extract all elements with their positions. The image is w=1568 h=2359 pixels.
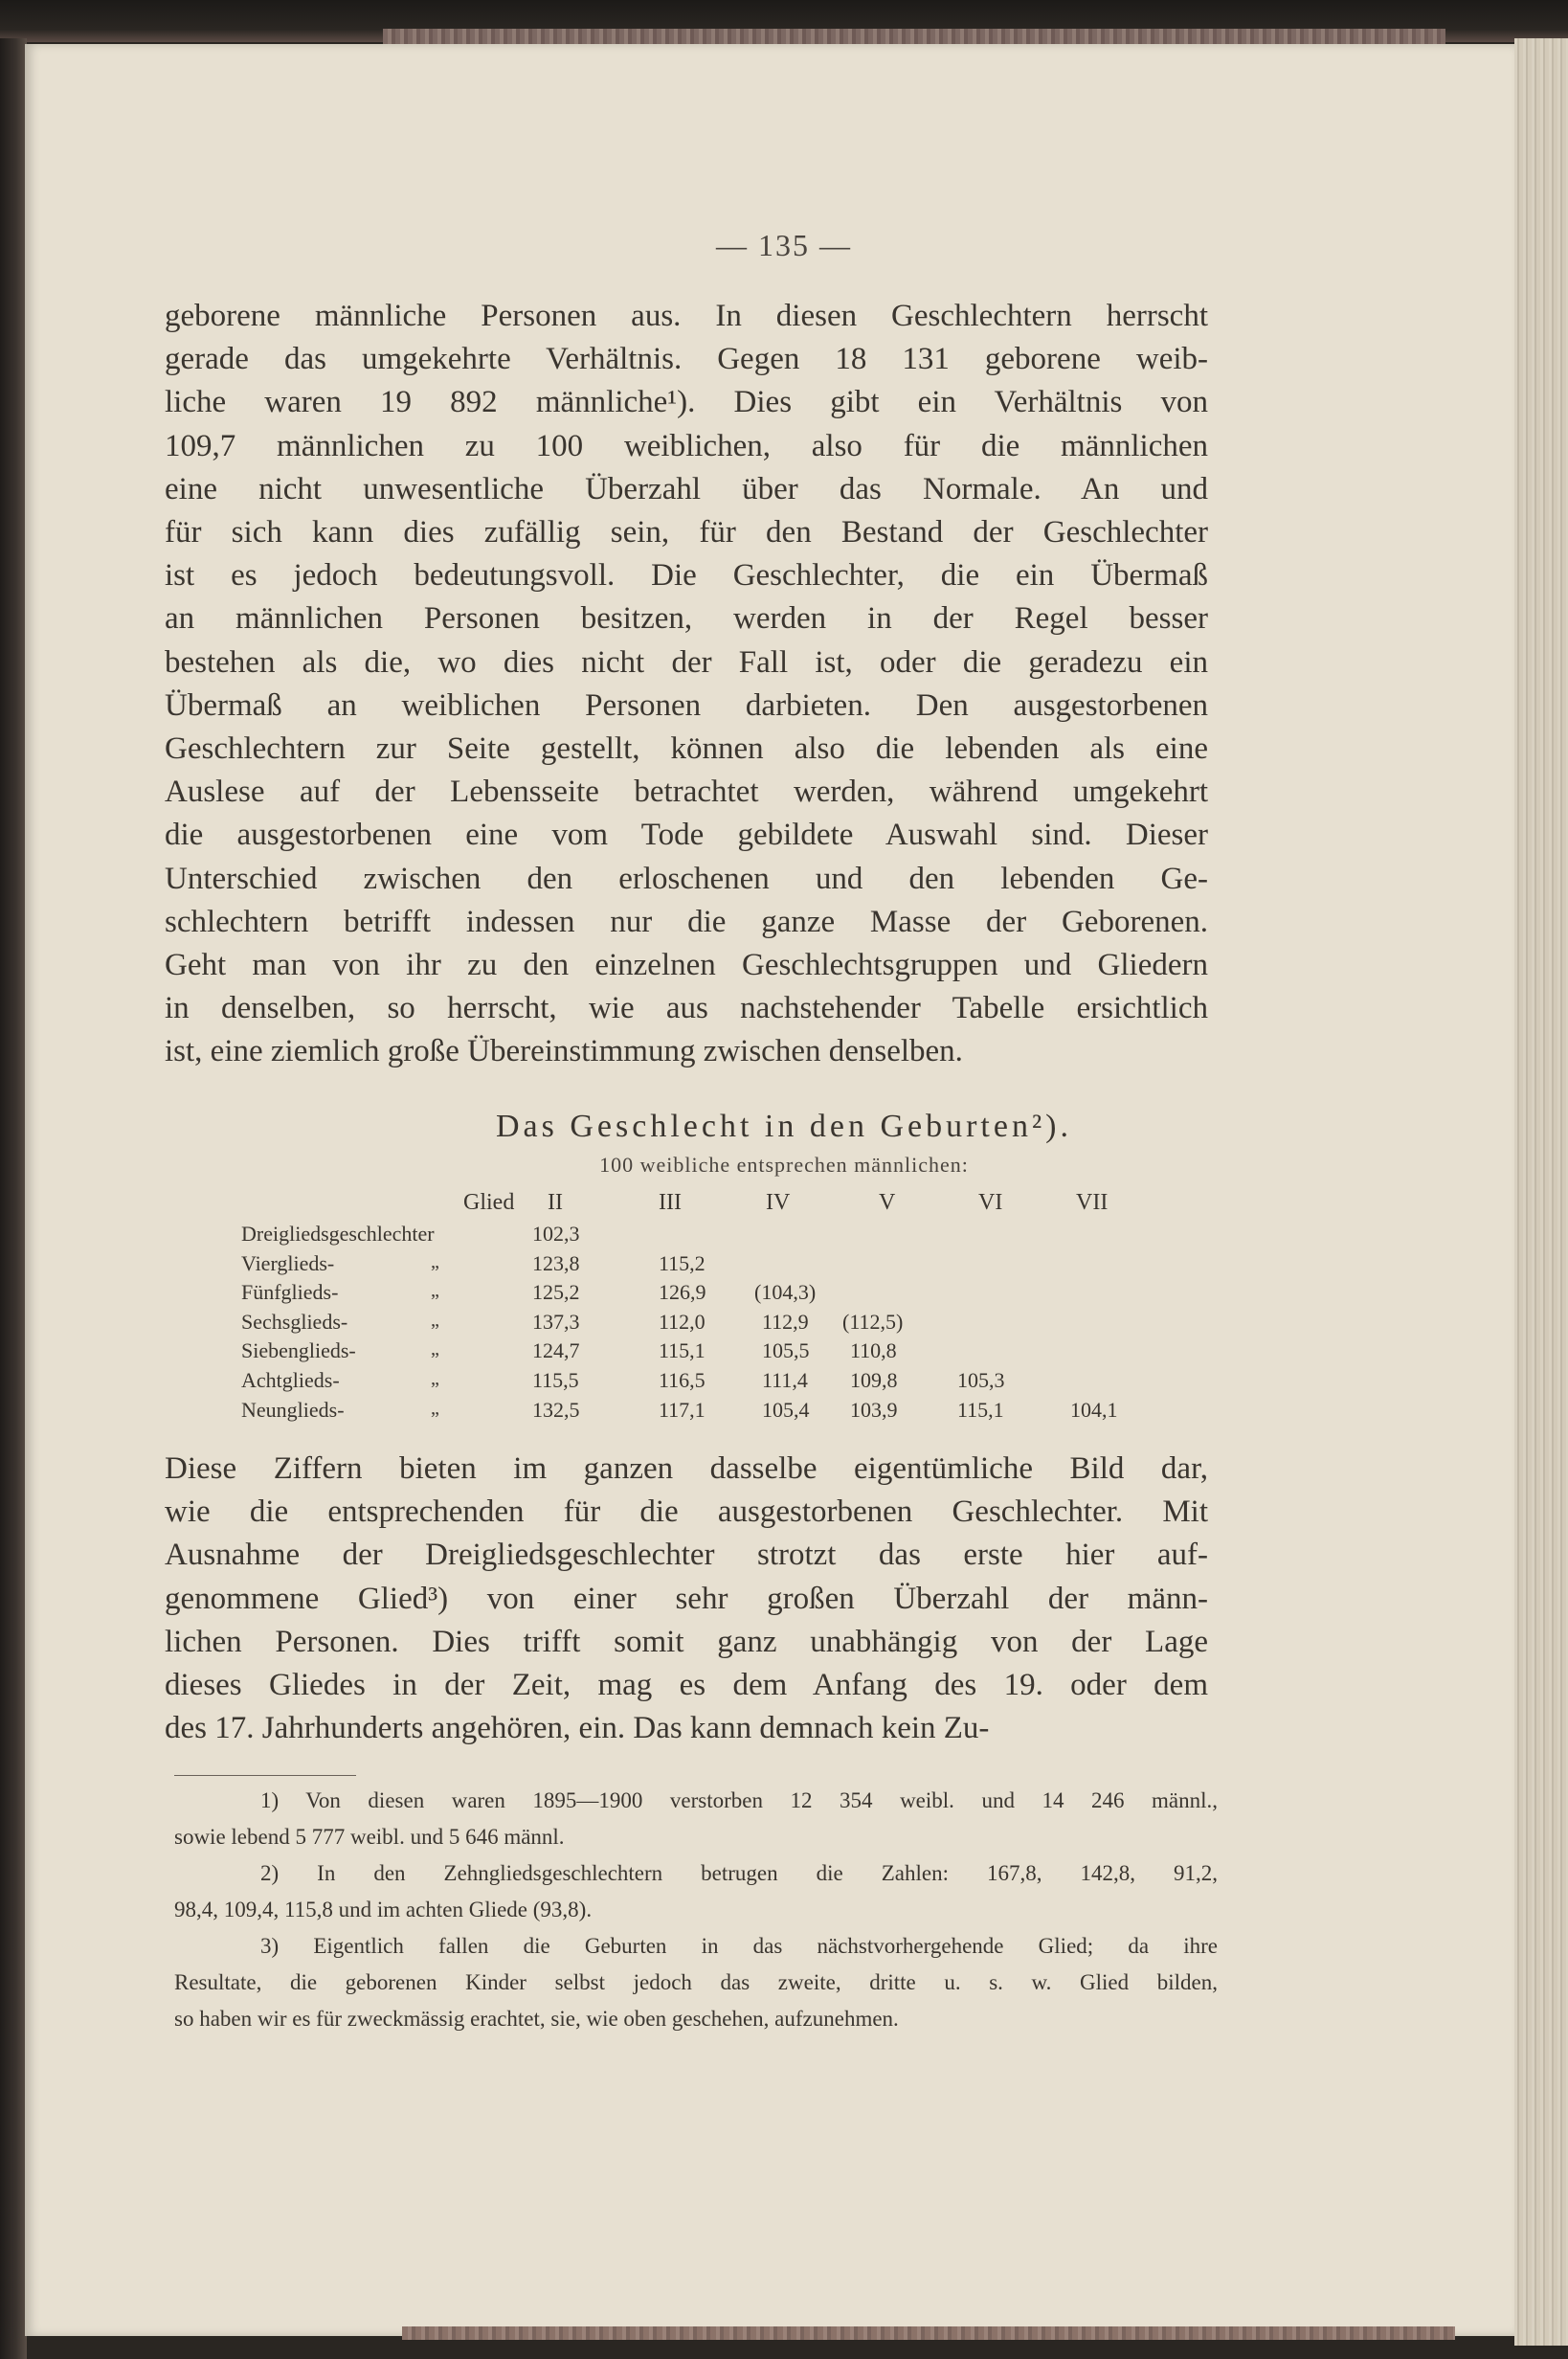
table-row-label: Achtglieds- bbox=[241, 1368, 340, 1392]
table-cell: 105,5 bbox=[762, 1338, 810, 1363]
paragraph-1 bbox=[165, 295, 1208, 1074]
text-line: Geschlechtern zur Seite gestellt, können also die lebenden als eine bbox=[165, 731, 1208, 767]
footnote-line: sowie lebend 5 777 weibl. und 5 646 männl. bbox=[174, 1825, 565, 1849]
text-line: Übermaß an weiblichen Personen darbieten. Den ausgestorbenen bbox=[165, 687, 1208, 723]
table-cell: 132,5 bbox=[532, 1397, 580, 1422]
table-cell: 137,3 bbox=[532, 1309, 580, 1334]
table-cell: (104,3) bbox=[754, 1280, 817, 1305]
table-cell: 105,4 bbox=[762, 1397, 810, 1422]
text-line: schlechtern betrifft indessen nur die ganze Masse der Geborenen. bbox=[165, 904, 1208, 939]
text-line: an männlichen Personen besitzen, werden in der Regel besser bbox=[165, 601, 1208, 637]
table-ditto-mark: „ bbox=[431, 1338, 439, 1360]
footnote-line: 1) Von diesen waren 1895—1900 verstorben 12 354 weibl. und 14 246 männl., bbox=[260, 1788, 1218, 1812]
table-title: Das Geschlecht in den Geburten²). bbox=[496, 1109, 1072, 1144]
table-cell: 117,1 bbox=[659, 1397, 706, 1422]
footnotes bbox=[174, 1783, 1218, 2037]
table-cell: 125,2 bbox=[532, 1280, 580, 1305]
text-line: des 17. Jahrhunderts angehören, ein. Das kann demnach kein Zu- bbox=[165, 1711, 990, 1746]
table-cell: 112,9 bbox=[762, 1309, 809, 1334]
table-ditto-mark: „ bbox=[431, 1368, 439, 1389]
table-ditto-mark: „ bbox=[431, 1309, 439, 1331]
text-line: lichen Personen. Dies trifft somit ganz unabhängig von der Lage bbox=[165, 1624, 1208, 1659]
table-subtitle: 100 weibliche entsprechen männlichen: bbox=[599, 1153, 969, 1177]
footnote-line: 2) In den Zehngliedsgeschlechtern betrugen die Zahlen: 167,8, 142,8, 91,2, bbox=[260, 1861, 1218, 1885]
text-line: Geht man von ihr zu den einzelnen Geschlechtsgruppen und Gliedern bbox=[165, 948, 1208, 983]
table-ditto-mark: „ bbox=[431, 1280, 439, 1302]
table-cell: 105,3 bbox=[957, 1368, 1005, 1392]
text-line: ist es jedoch bedeutungsvoll. Die Geschlechter, die ein Übermaß bbox=[165, 558, 1208, 594]
table-cell: (112,5) bbox=[842, 1309, 904, 1334]
footnote-line: Resultate, die geborenen Kinder selbst jedoch das zweite, dritte u. s. w. Glied bilden, bbox=[174, 1970, 1218, 1994]
footnote-line: 98,4, 109,4, 115,8 und im achten Gliede (93,8). bbox=[174, 1898, 593, 1921]
table-ditto-mark: „ bbox=[431, 1250, 439, 1272]
table-header-cell: VI bbox=[978, 1190, 1003, 1215]
table-header-cell: VII bbox=[1076, 1190, 1109, 1215]
table-cell: 109,8 bbox=[850, 1368, 898, 1392]
text-line: Unterschied zwischen den erloschenen und den lebenden Ge- bbox=[165, 861, 1208, 896]
table-header-label: Glied bbox=[463, 1190, 515, 1215]
table-cell: 103,9 bbox=[850, 1397, 898, 1422]
text-line: wie die entsprechenden für die ausgestorbenen Geschlechter. Mit bbox=[165, 1494, 1208, 1530]
text-line: Ausnahme der Dreigliedsgeschlechter strotzt das erste hier auf- bbox=[165, 1538, 1208, 1573]
table-cell: 104,1 bbox=[1070, 1397, 1118, 1422]
text-line: für sich kann dies zufällig sein, für den Bestand der Geschlechter bbox=[165, 515, 1208, 550]
footnote-line: so haben wir es für zweckmässig erachtet, sie, wie oben geschehen, aufzunehmen. bbox=[174, 2007, 899, 2031]
page-number: — 135 — bbox=[716, 228, 852, 262]
text-line: genommene Glied³) von einer sehr großen Überzahl der männ- bbox=[165, 1581, 1208, 1616]
table-cell: 111,4 bbox=[762, 1368, 808, 1392]
text-line: Diese Ziffern bieten im ganzen dasselbe eigentümliche Bild dar, bbox=[165, 1451, 1208, 1486]
text-line: Auslese auf der Lebensseite betrachtet werden, während umgekehrt bbox=[165, 775, 1208, 810]
text-line: bestehen als die, wo dies nicht der Fall ist, oder die geradezu ein bbox=[165, 644, 1208, 680]
table-cell: 115,5 bbox=[532, 1368, 579, 1392]
table-row-label: Neunglieds- bbox=[241, 1397, 345, 1422]
footnote-line: 3) Eigentlich fallen die Geburten in das nächstvorhergehende Glied; da ihre bbox=[260, 1934, 1218, 1958]
table-cell: 112,0 bbox=[659, 1309, 706, 1334]
text-line: liche waren 19 892 männliche¹). Dies gibt ein Verhältnis von bbox=[165, 385, 1208, 420]
table-cell: 102,3 bbox=[532, 1222, 580, 1246]
text-line: in denselben, so herrscht, wie aus nachstehender Tabelle ersichtlich bbox=[165, 991, 1208, 1026]
table-row-label: Vierglieds- bbox=[241, 1250, 335, 1275]
table-header-cell: II bbox=[548, 1190, 563, 1215]
page-stack-edge bbox=[1514, 38, 1568, 2346]
table-header-cell: V bbox=[879, 1190, 896, 1215]
table-header-cell: III bbox=[659, 1190, 682, 1215]
table-cell: 115,2 bbox=[659, 1250, 706, 1275]
text-line: dieses Gliedes in der Zeit, mag es dem Anfang des 19. oder dem bbox=[165, 1668, 1208, 1703]
text-line: eine nicht unwesentliche Überzahl über das Normale. An und bbox=[165, 471, 1208, 506]
table-cell: 110,8 bbox=[850, 1338, 897, 1363]
text-line: gerade das umgekehrte Verhältnis. Gegen 18 131 geborene weib- bbox=[165, 342, 1208, 377]
table-cell: 115,1 bbox=[659, 1338, 706, 1363]
table-header-cell: IV bbox=[766, 1190, 791, 1215]
table-row-label: Sechsglieds- bbox=[241, 1309, 348, 1334]
book-spine-edge bbox=[0, 38, 27, 2359]
text-line: 109,7 männlichen zu 100 weiblichen, also für die männlichen bbox=[165, 428, 1208, 463]
table-row-label: Fünfglieds- bbox=[241, 1280, 339, 1305]
table-cell: 115,1 bbox=[957, 1397, 1004, 1422]
table-cell: 124,7 bbox=[532, 1338, 580, 1363]
table-ditto-mark: „ bbox=[431, 1397, 439, 1419]
table-cell: 126,9 bbox=[659, 1280, 706, 1305]
text-line: die ausgestorbenen eine vom Tode gebildete Auswahl sind. Dieser bbox=[165, 818, 1208, 853]
table-cell: 123,8 bbox=[532, 1250, 580, 1275]
table-row-label: Siebenglieds- bbox=[241, 1338, 356, 1363]
table-row-label: Dreigliedsgeschlechter bbox=[241, 1222, 435, 1246]
table-cell: 116,5 bbox=[659, 1368, 706, 1392]
text-line: geborene männliche Personen aus. In diesen Geschlechtern herrscht bbox=[165, 299, 1208, 333]
book-edge-bottom bbox=[402, 2326, 1455, 2340]
text-line: ist, eine ziemlich große Übereinstimmung zwischen denselben. bbox=[165, 1034, 963, 1069]
paragraph-2 bbox=[165, 1448, 1208, 1750]
footnote-rule bbox=[174, 1775, 356, 1776]
